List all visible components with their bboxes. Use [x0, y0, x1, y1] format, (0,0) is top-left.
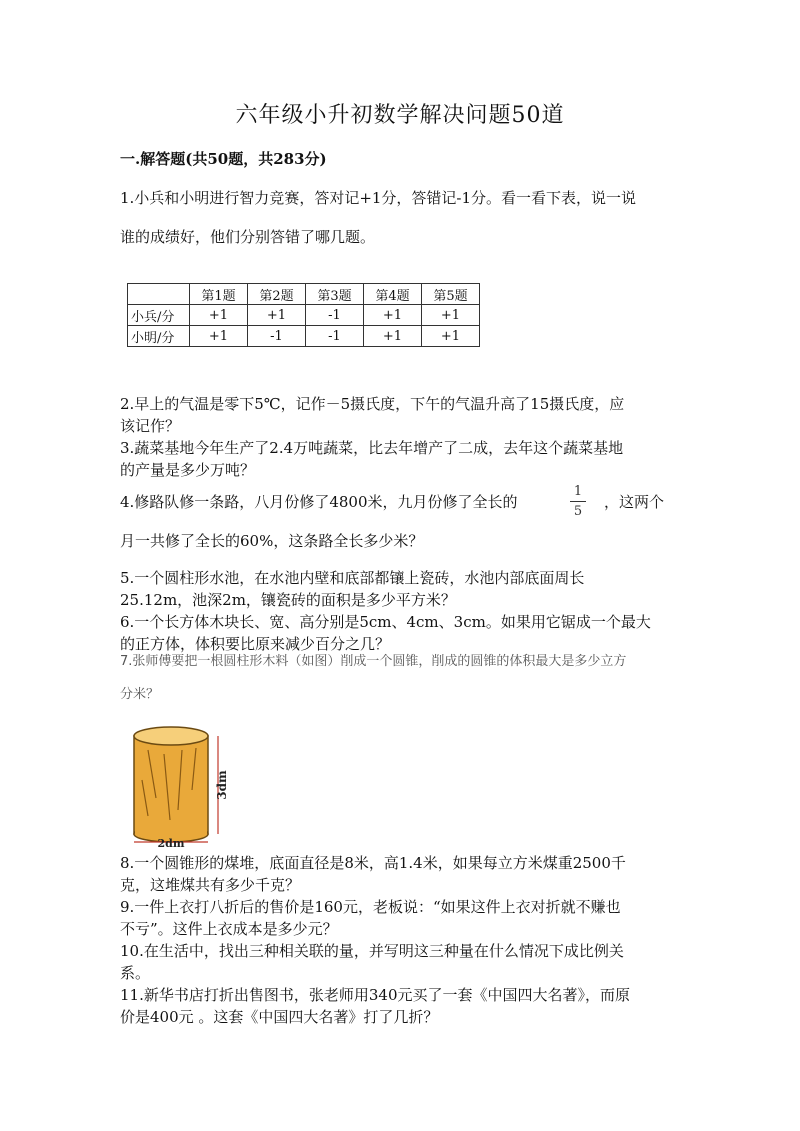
- question-3-line-1: 3.蔬菜基地今年生产了2.4万吨蔬菜，比去年增产了二成，去年这个蔬菜基地: [120, 439, 624, 457]
- table-cell: +1: [422, 305, 480, 326]
- diameter-label: 2dm: [157, 837, 185, 850]
- table-cell: +1: [422, 326, 480, 347]
- question-1-line-2: 谁的成绩好，他们分别答错了哪几题。: [120, 228, 376, 246]
- question-7-line-2: 分米？: [120, 687, 160, 702]
- table-header-cell: 第4题: [364, 284, 422, 305]
- table-cell: 小明/分: [128, 326, 190, 347]
- question-9-line-2: 不亏”。这件上衣成本是多少元？: [120, 920, 338, 938]
- question-6-line-1: 6.一个长方体木块长、宽、高分别是5cm、4cm、3cm。如果用它锯成一个最大: [120, 613, 651, 631]
- question-10-line-2: 系。: [120, 964, 151, 982]
- table-cell: -1: [306, 326, 364, 347]
- table-cell: +1: [190, 326, 248, 347]
- question-4-line-1: 4.修路队修一条路，八月份修了4800米，九月份修了全长的: [120, 493, 518, 511]
- question-7-line-1: 7.张师傅要把一根圆柱形木料（如图）削成一个圆锥，削成的圆锥的体积最大是多少立方: [120, 654, 627, 669]
- question-1-line-1: 1.小兵和小明进行智力竞赛，答对记+1分，答错记-1分。看一看下表，说一说: [120, 189, 637, 207]
- table-cell: -1: [248, 326, 306, 347]
- table-cell: +1: [248, 305, 306, 326]
- fraction-numerator: 1: [573, 484, 583, 499]
- section-heading: 一.解答题(共50题，共283分): [120, 150, 327, 168]
- fraction-denominator: 5: [573, 504, 583, 519]
- question-9-line-1: 9.一件上衣打八折后的售价是160元，老板说：“如果这件上衣对折就不赚也: [120, 898, 621, 916]
- table-cell: +1: [364, 305, 422, 326]
- question-2-line-2: 该记作？: [120, 417, 181, 435]
- log-top: [134, 727, 208, 745]
- table-row: [128, 326, 480, 347]
- question-8-line-1: 8.一个圆锥形的煤堆，底面直径是8米，高1.4米，如果每立方米煤重2500千: [120, 854, 626, 872]
- table-cell: 小兵/分: [128, 305, 190, 326]
- cylinder-log-figure: [126, 720, 236, 850]
- question-5-line-2: 25.12m，池深2m，镶瓷砖的面积是多少平方米？: [120, 591, 456, 609]
- height-label: 3dm: [215, 770, 229, 800]
- table-header-cell: 第5题: [422, 284, 480, 305]
- question-2-line-1: 2.早上的气温是零下5℃，记作－5摄氏度，下午的气温升高了15摄氏度，应: [120, 395, 625, 413]
- question-6-line-2: 的正方体，体积要比原来减少百分之几？: [120, 635, 391, 653]
- table-row: [128, 305, 480, 326]
- question-11-line-2: 价是400元 。这套《中国四大名著》打了几折？: [120, 1008, 439, 1026]
- table-header-cell: 第2题: [248, 284, 306, 305]
- table-header-cell: 第1题: [190, 284, 248, 305]
- table-header-row: [128, 284, 480, 305]
- question-8-line-2: 克，这堆煤共有多少千克？: [120, 876, 301, 894]
- question-11-line-1: 11.新华书店打折出售图书，张老师用340元买了一套《中国四大名著》，而原: [120, 986, 630, 1004]
- question-4-line-1-tail: ，这两个: [604, 493, 665, 511]
- question-4-line-2: 月一共修了全长的60%，这条路全长多少米？: [120, 532, 424, 550]
- score-table: [127, 283, 480, 347]
- fraction-one-fifth: [570, 484, 586, 519]
- fraction-bar: [570, 501, 586, 502]
- table-header-cell: [128, 284, 190, 305]
- question-5-line-1: 5.一个圆柱形水池，在水池内壁和底部都镶上瓷砖，水池内部底面周长: [120, 569, 585, 587]
- table-cell: +1: [190, 305, 248, 326]
- table-cell: -1: [306, 305, 364, 326]
- question-3-line-2: 的产量是多少万吨？: [120, 461, 256, 479]
- page-title: 六年级小升初数学解决问题50道: [235, 103, 565, 128]
- question-10-line-1: 10.在生活中，找出三种相关联的量，并写明这三种量在什么情况下成比例关: [120, 942, 624, 960]
- table-cell: +1: [364, 326, 422, 347]
- table-header-cell: 第3题: [306, 284, 364, 305]
